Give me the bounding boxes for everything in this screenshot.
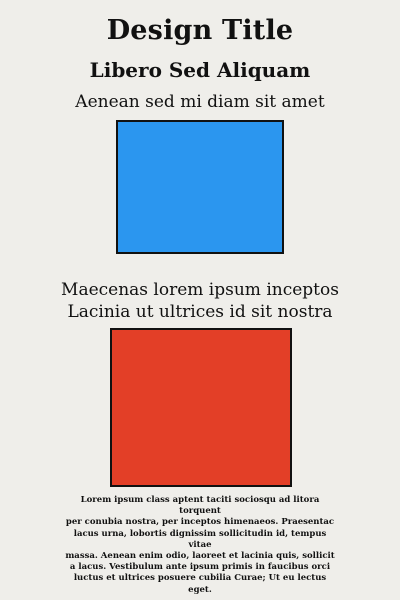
caption-middle-line-2: Lacinia ut ultrices id sit nostra (67, 302, 333, 322)
body-line: Lorem ipsum class aptent taciti sociosqu ad litora torquent (80, 495, 320, 517)
body-line: massa. Aenean enim odio, laoreet et lacinia quis, sollicit (65, 551, 335, 562)
blue-square (116, 120, 284, 254)
body-line: luctus et ultrices posuere cubilia Curae; Ut eu lectus eget. (73, 573, 327, 595)
body-paragraph (62, 495, 338, 596)
caption-middle (0, 279, 400, 323)
caption-middle-line-1: Maecenas lorem ipsum inceptos (61, 280, 339, 300)
caption-top: Aenean sed mi diam sit amet (75, 92, 325, 112)
page-subtitle: Libero Sed Aliquam (89, 58, 311, 82)
body-line: lacus urna, lobortis dignissim sollicitudin id, tempus vitae (73, 528, 327, 550)
page-title: Design Title (106, 15, 294, 46)
body-line: per conubia nostra, per inceptos himenaeos. Praesentac (65, 517, 335, 528)
red-square (110, 328, 292, 487)
body-line: a lacus. Vestibulum ante ipsum primis in faucibus orci (69, 562, 331, 573)
